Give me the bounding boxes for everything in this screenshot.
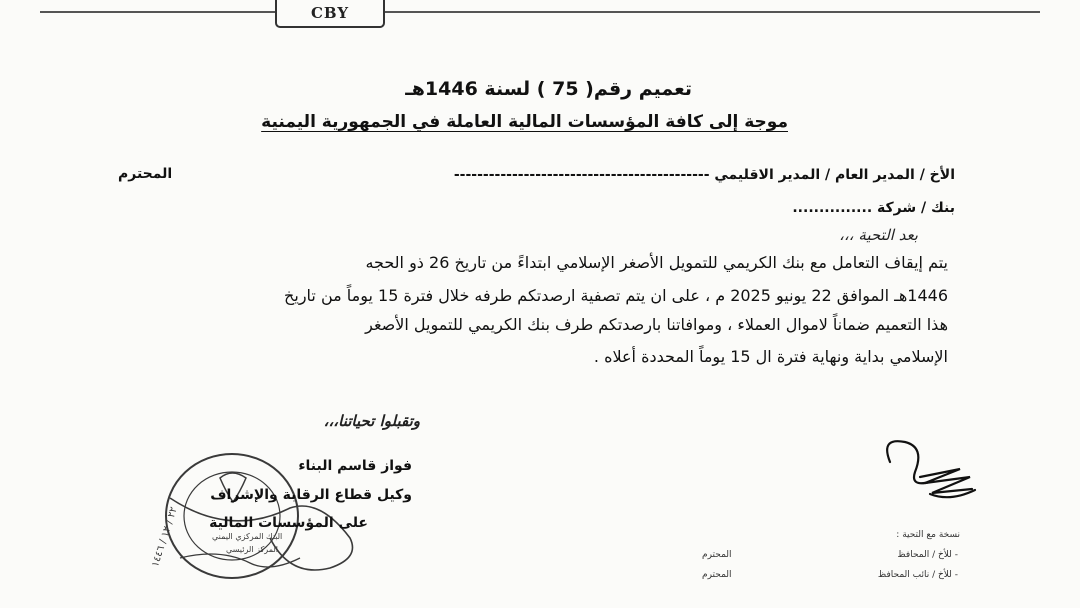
cby-logo-text: CBY (310, 4, 350, 22)
stamp-bottom-text: المركز الرئيسي (226, 545, 278, 554)
circular-number: تعميم رقم( 75 ) لسنة 1446هـ (405, 78, 692, 100)
circular-audience: موجة إلى كافة المؤسسات المالية العاملة في الجمهورية اليمنية (261, 112, 788, 132)
signatory-title-2: على المؤسسات المالية (209, 515, 368, 531)
copies-item-2: - للأخ / نائب المحافظ (877, 570, 958, 580)
handwritten-signature (870, 432, 990, 512)
closing-line: وتقبلوا تحياتنا،،، (323, 412, 420, 430)
body-line-4: الإسلامي بداية ونهاية فترة ال 15 يوماً المحددة أعلاه . (593, 347, 948, 366)
copies-item-2-respected: المحترم (702, 570, 732, 580)
addressee-line: الأخ / المدير العام / المدير الاقليمي -------------------------------------------- (453, 167, 955, 183)
bank-line: بنك / شركة ............... (792, 200, 955, 216)
addressee-respected: المحترم (118, 166, 173, 182)
greeting: بعد التحية ،،، (839, 226, 918, 244)
header-rule (40, 11, 1040, 13)
cby-logo (275, 0, 385, 28)
signatory-name: فواز قاسم البناء (298, 458, 412, 474)
copies-heading: نسخة مع التحية : (896, 530, 960, 540)
body-line-3: هذا التعميم ضماناً لاموال العملاء ، وموافاتنا بارصدتكم طرف بنك الكريمي للتمويل الأصغر (365, 315, 948, 334)
body-line-1: يتم إيقاف التعامل مع بنك الكريمي للتمويل الأصغر الإسلامي ابتداءً من تاريخ 26 ذو الحجه (365, 253, 948, 272)
copies-item-1: - للأخ / المحافظ (897, 550, 958, 560)
stamp-top-text: البنك المركزي اليمني (212, 532, 283, 541)
copies-item-1-respected: المحترم (702, 550, 732, 560)
body-line-2: 1446هـ الموافق 22 يونيو 2025 م ، على ان يتم تصفية ارصدتكم طرفه خلال فترة 15 يوماً من تاريخ (284, 286, 948, 305)
stamp-date-text: ٢٢ / ١٢ / ١٤٤٦ (150, 505, 180, 569)
signatory-title-1: وكيل قطاع الرقابة والإشراف (210, 487, 412, 503)
